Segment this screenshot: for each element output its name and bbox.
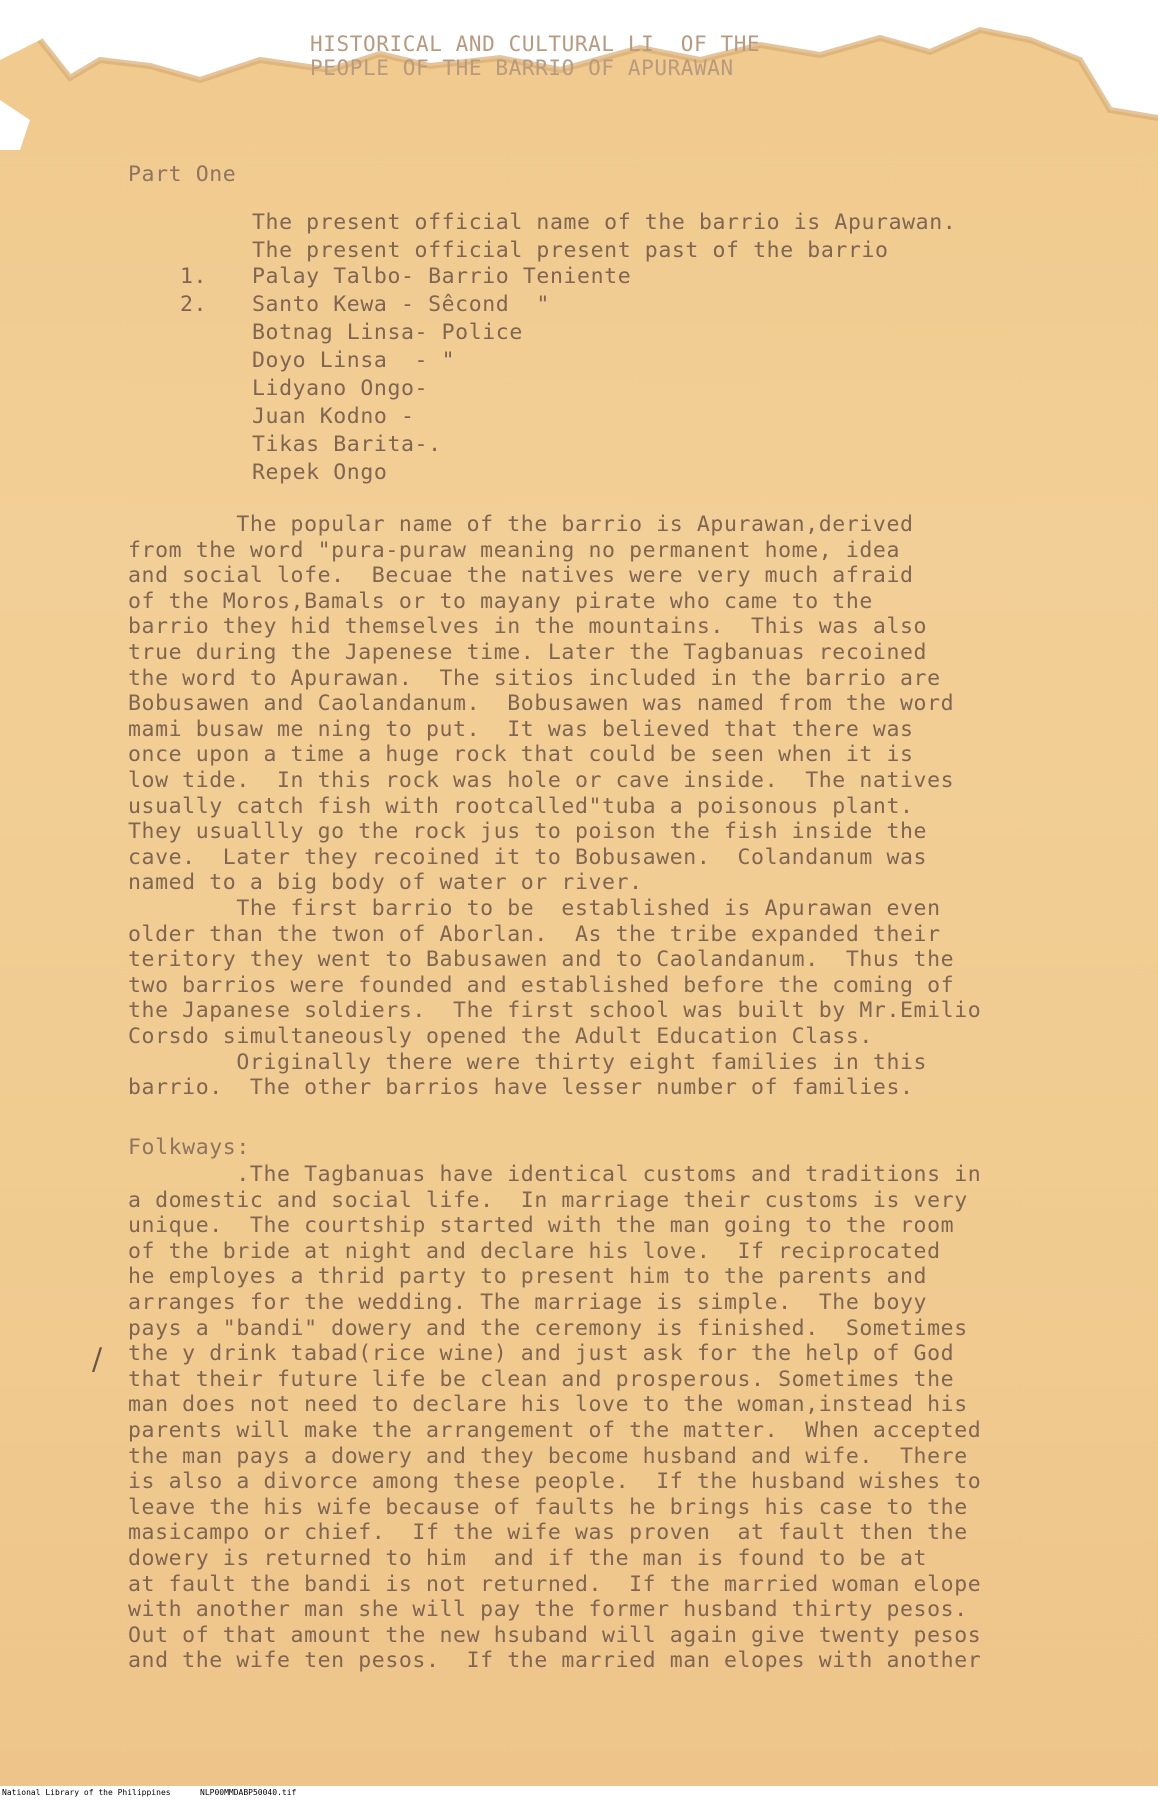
handwritten-tick-mark: / xyxy=(92,1342,103,1377)
footer-file-name: NLP00MMDABP50040.tif xyxy=(200,1788,297,1797)
body-text-line: older than the twon of Aborlan. As the tribe expanded their xyxy=(128,921,941,947)
folkways-text-line: that their future life be clean and prosperous. Sometimes the xyxy=(128,1366,955,1392)
part-heading: Part One xyxy=(128,162,237,187)
folkways-text-line: arranges for the wedding. The marriage is simple. The boyy xyxy=(128,1290,928,1315)
folkways-text-line: masicampo or chief. If the wife was proven at fault then the xyxy=(128,1520,968,1546)
body-text-line: barrio. The other barrios have lesser number of families. xyxy=(128,1075,914,1101)
body-text-line: the word to Apurawan. The sitios included in the barrio are xyxy=(128,665,941,691)
body-text-line: from the word "pura-puraw meaning no permanent home, idea xyxy=(128,537,901,563)
folkways-text-line: and the wife ten pesos. If the married man elopes with another xyxy=(128,1648,982,1674)
body-text-line: teritory they went to Babusawen and to Caolandanum. Thus the xyxy=(128,947,955,973)
official-entry: Botnag Linsa- Police xyxy=(252,320,523,345)
body-text-line: Corsdo simultaneously opened the Adult Education Class. xyxy=(128,1024,873,1049)
body-text-line: The first barrio to be established is Apurawan even xyxy=(128,896,941,921)
body-text-line: The popular name of the barrio is Apurawan,derived xyxy=(128,512,914,537)
body-text-line: low tide. In this rock was hole or cave inside. The natives xyxy=(128,768,955,793)
official-entry: Doyo Linsa - " xyxy=(252,348,456,373)
folkways-text-line: dowery is returned to him and if the man is found to be at xyxy=(128,1546,928,1571)
folkways-heading: Folkways: xyxy=(128,1135,250,1160)
body-text-line: two barrios were founded and established before the coming of xyxy=(128,972,955,998)
body-text-line: the Japanese soldiers. The first school was built by Mr.Emilio xyxy=(128,998,982,1024)
folkways-text-line: is also a divorce among these people. If the husband wishes to xyxy=(128,1469,982,1495)
folkways-text-line: unique. The courtship started with the man going to the room xyxy=(128,1213,955,1239)
official-entry: Juan Kodno - xyxy=(252,404,415,429)
document-title-line-1: HISTORICAL AND CULTURAL LI OF THE xyxy=(310,32,761,56)
folkways-text-line: Out of that amount the new hsuband will again give twenty pesos xyxy=(128,1622,982,1648)
folkways-text-line: man does not need to declare his love to the woman,instead his xyxy=(128,1392,968,1418)
body-text-line: and social lofe. Becuae the natives were very much afraid xyxy=(128,563,914,589)
folkways-text-line: of the bride at night and declare his love. If reciprocated xyxy=(128,1238,941,1264)
official-entry: Tikas Barita-. xyxy=(252,432,442,457)
folkways-text-line: with another man she will pay the former husband thirty pesos. xyxy=(128,1597,968,1623)
official-list-intro: The present official present past of the barrio xyxy=(252,238,889,263)
body-text-line: named to a big body of water or river. xyxy=(128,870,643,896)
official-entry: Palay Talbo- Barrio Teniente xyxy=(252,264,632,289)
folkways-text-line: he employes a thrid party to present him to the parents and xyxy=(128,1264,928,1290)
body-text-line: barrio they hid themselves in the mountains. This was also xyxy=(128,614,928,640)
footer-library-name: National Library of the Philippines xyxy=(2,1788,171,1797)
folkways-text-line: pays a "bandi" dowery and the ceremony is finished. Sometimes xyxy=(128,1315,968,1341)
folkways-text-line: the y drink tabad(rice wine) and just ask for the help of God xyxy=(128,1341,955,1367)
folkways-text-line: parents will make the arrangement of the matter. When accepted xyxy=(128,1418,982,1443)
official-name-line: The present official name of the barrio is Apurawan. xyxy=(252,210,957,235)
official-entry: Santo Kewa - Sêcond " xyxy=(252,292,550,317)
body-text-line: Bobusawen and Caolandanum. Bobusawen was named from the word xyxy=(128,691,955,717)
body-text-line: mami busaw me ning to put. It was believed that there was xyxy=(128,716,914,742)
folkways-text-line: .The Tagbanuas have identical customs and traditions in xyxy=(128,1162,982,1187)
official-number: 2. xyxy=(180,292,208,317)
folkways-text-line: a domestic and social life. In marriage their customs is very xyxy=(128,1187,968,1213)
body-text-line: usually catch fish with rootcalled"tuba a poisonous plant. xyxy=(128,793,914,819)
body-text-line: Originally there were thirty eight families in this xyxy=(128,1049,928,1075)
folkways-text-line: leave the his wife because of faults he brings his case to the xyxy=(128,1494,968,1520)
folkways-text-line: at fault the bandi is not returned. If the married woman elope xyxy=(128,1571,982,1597)
official-number: 1. xyxy=(180,264,208,289)
body-text-line: They usuallly go the rock jus to poison the fish inside the xyxy=(128,819,928,845)
scan-footer xyxy=(0,1786,1158,1800)
official-entry: Repek Ongo xyxy=(252,460,388,485)
body-text-line: of the Moros,Bamals or to mayany pirate who came to the xyxy=(128,588,873,614)
document-title-line-2: PEOPLE OF THE BARRIO OF APURAWAN xyxy=(310,56,734,80)
official-entry: Lidyano Ongo- xyxy=(252,376,429,401)
folkways-text-line: the man pays a dowery and they become husband and wife. There xyxy=(128,1443,968,1469)
body-text-line: true during the Japenese time. Later the Tagbanuas recoined xyxy=(128,640,928,665)
body-text-line: once upon a time a huge rock that could be seen when it is xyxy=(128,742,914,768)
body-text-line: cave. Later they recoined it to Bobusawen. Colandanum was xyxy=(128,844,928,870)
